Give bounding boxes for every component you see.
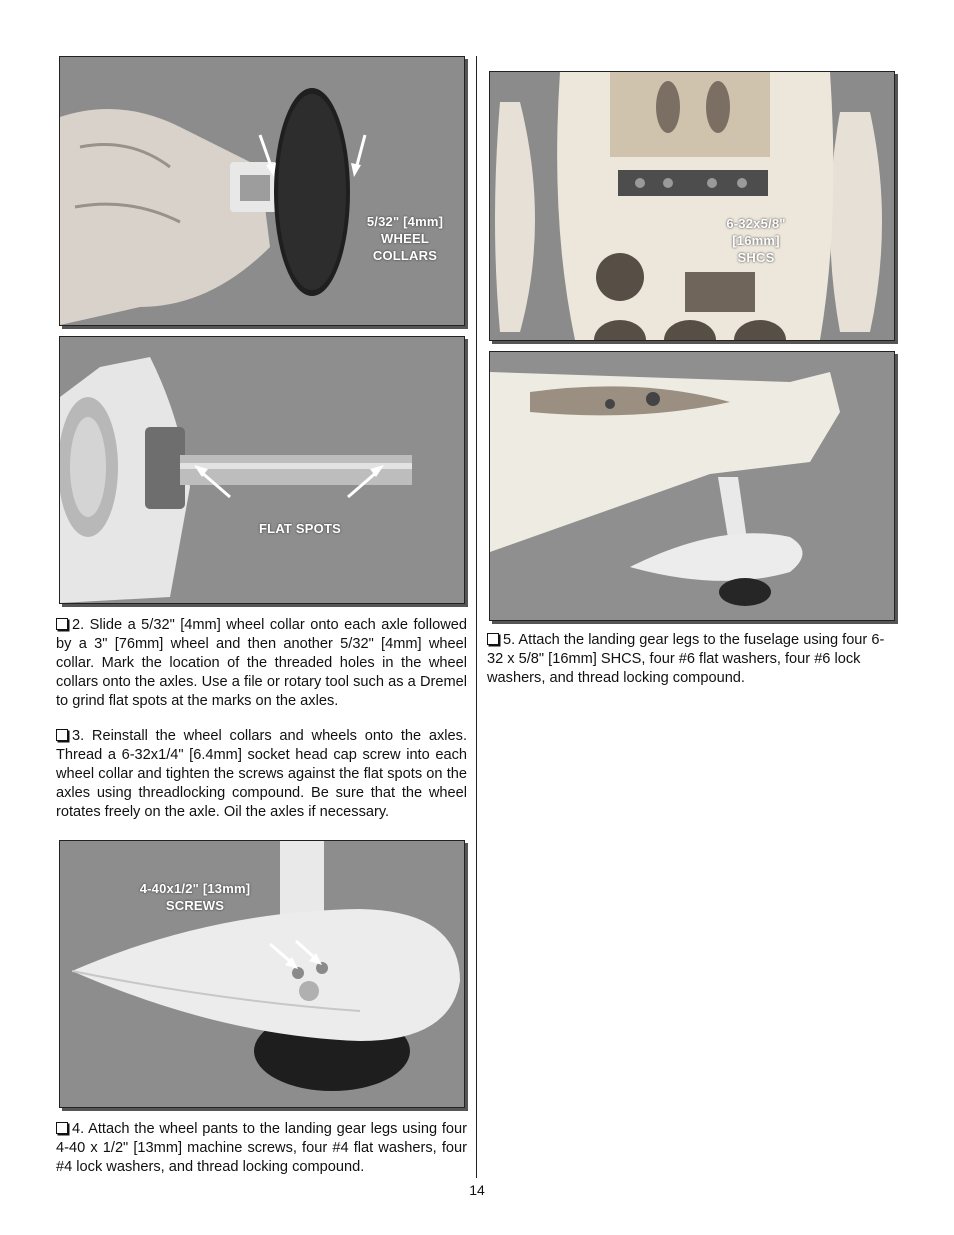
fuselage-shcs-callout: 6-32x5/8" [16mm] SHCS (726, 216, 786, 265)
step-4-text (56, 1120, 467, 1177)
column-divider (476, 56, 477, 1178)
step-2-text (56, 616, 467, 711)
step-3-text (56, 727, 467, 822)
step-4-content: 4. Attach the wheel pants to the landing gear legs using four 4-40 x 1/2" [13mm] machine screws, four #4 flat washers, four #4 lock washers, and thread locking compound. (56, 1121, 467, 1175)
checkbox-icon[interactable] (56, 729, 68, 741)
wheel-collars-image (60, 57, 464, 325)
wheel-pant-screws-callout: 4-40x1/2" [13mm] SCREWS (139, 881, 251, 913)
step-5-text (487, 631, 898, 688)
step-3-content: 3. Reinstall the wheel collars and wheels onto the axles. Thread a 6-32x1/4" [6.4mm] socket head cap screw into each wheel collar and tighten the screws against the flat spots on the axles using threadlocking compound. Be sure that the wheel rotates freely on the axle. Oil the axles if necessary. (56, 728, 467, 820)
checkbox-icon[interactable] (56, 1122, 68, 1134)
step-5-content: 5. Attach the landing gear legs to the fuselage using four 6-32 x 5/8" [16mm] SHCS, four #6 flat washers, four #6 lock washers, and thread locking compound. (487, 632, 885, 686)
step-2-content: 2. Slide a 5/32" [4mm] wheel collar onto each axle followed by a 3" [76mm] wheel and then another 5/32" [4mm] wheel collar. Mark the location of the threaded holes in the wheel collars onto the axles. Use a file or rotary tool such as a Dremel to grind flat spots at the marks on the axles. (56, 617, 467, 709)
landing-gear-side-image (490, 352, 894, 620)
photo-wheel-pant-screws (59, 840, 465, 1108)
photo-flat-spots (59, 336, 465, 604)
flat-spots-callout: FLAT SPOTS (259, 521, 341, 536)
photo-wheel-collars (59, 56, 465, 326)
photo-landing-gear-side (489, 351, 895, 621)
photo-fuselage-shcs (489, 71, 895, 341)
flat-spots-image (60, 337, 464, 603)
checkbox-icon[interactable] (487, 633, 499, 645)
fuselage-shcs-image (490, 72, 894, 340)
checkbox-icon[interactable] (56, 618, 68, 630)
wheel-collars-callout: 5/32" [4mm] WHEEL COLLARS (366, 214, 444, 263)
page-number: 14 (469, 1182, 485, 1198)
